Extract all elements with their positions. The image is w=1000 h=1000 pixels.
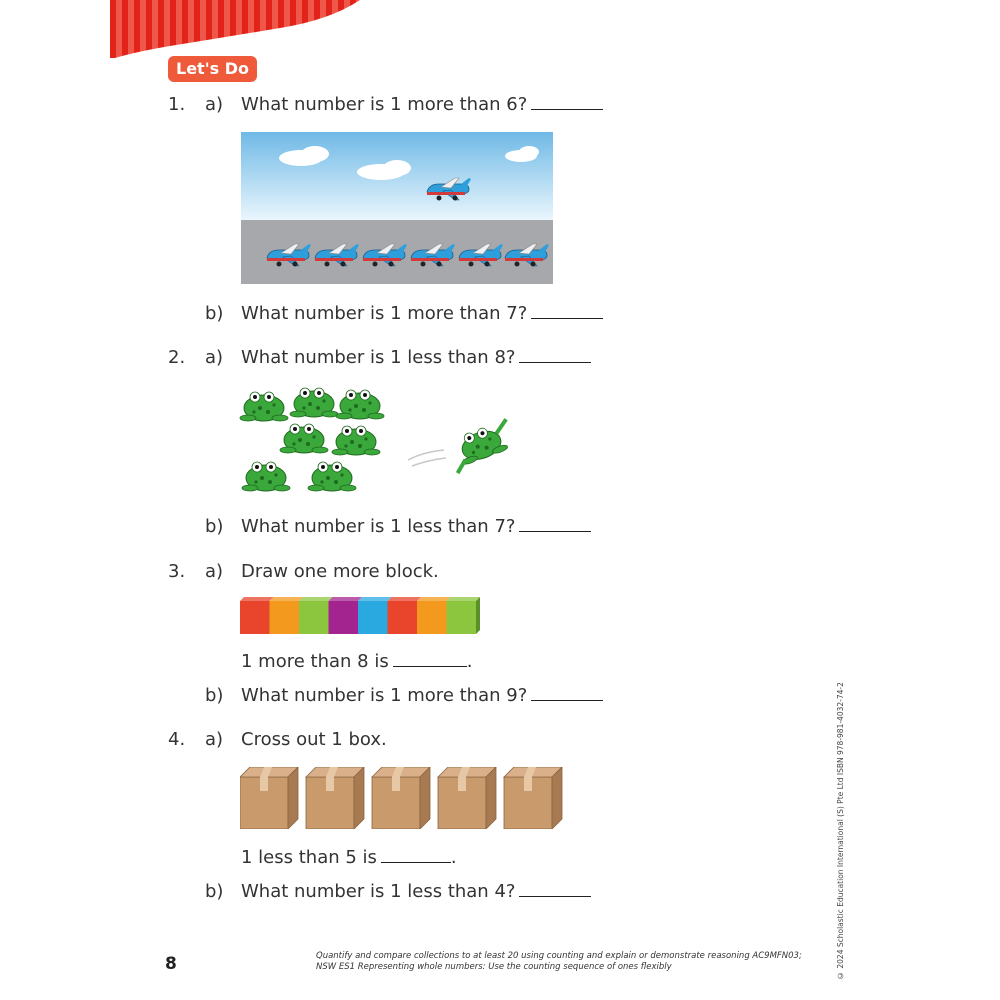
cardboard-box[interactable] bbox=[372, 767, 430, 829]
block bbox=[299, 601, 329, 634]
block bbox=[358, 601, 388, 634]
q3b-answer-blank[interactable] bbox=[531, 686, 603, 701]
block bbox=[447, 601, 477, 634]
q1a-label: a) bbox=[205, 94, 224, 115]
lets-do-badge: Let's Do bbox=[168, 56, 257, 82]
cardboard-box[interactable] bbox=[438, 767, 496, 829]
block-top bbox=[270, 597, 304, 601]
q4a-fill-sentence: 1 less than 5 is . bbox=[241, 847, 457, 868]
q1b-text: What number is 1 more than 7? bbox=[241, 303, 603, 324]
q2a-label: a) bbox=[205, 347, 224, 368]
q3b-label: b) bbox=[205, 685, 224, 706]
q3a-label: a) bbox=[205, 561, 224, 582]
block bbox=[240, 601, 270, 634]
block-top bbox=[329, 597, 363, 601]
cardboard-box[interactable] bbox=[240, 767, 298, 829]
q1a-answer-blank[interactable] bbox=[531, 95, 603, 110]
page-number: 8 bbox=[165, 954, 177, 974]
block-side bbox=[476, 597, 480, 634]
q4b-answer-blank[interactable] bbox=[519, 882, 591, 897]
q3a-text: Draw one more block. bbox=[241, 561, 439, 582]
block-top bbox=[417, 597, 451, 601]
block bbox=[417, 601, 447, 634]
q4a-text: Cross out 1 box. bbox=[241, 729, 387, 750]
q1a-text: What number is 1 more than 6? bbox=[241, 94, 603, 115]
q2b-text: What number is 1 less than 7? bbox=[241, 516, 591, 537]
cardboard-box[interactable] bbox=[504, 767, 562, 829]
question-4-number: 4. bbox=[168, 729, 186, 750]
block-top bbox=[240, 597, 274, 601]
q2b-label: b) bbox=[205, 516, 224, 537]
block-top bbox=[388, 597, 422, 601]
block-top bbox=[447, 597, 481, 601]
q3b-text: What number is 1 more than 9? bbox=[241, 685, 603, 706]
blocks-row bbox=[240, 597, 482, 635]
curriculum-footer bbox=[316, 951, 816, 973]
planes-illustration bbox=[241, 132, 553, 284]
frogs-illustration bbox=[238, 382, 520, 500]
cardboard-box[interactable] bbox=[306, 767, 364, 829]
q4b-label: b) bbox=[205, 881, 224, 902]
q2b-answer-blank[interactable] bbox=[519, 517, 591, 532]
block bbox=[270, 601, 300, 634]
q3a-fill-sentence: 1 more than 8 is . bbox=[241, 651, 473, 672]
block-top bbox=[299, 597, 333, 601]
block bbox=[329, 601, 359, 634]
boxes-row bbox=[240, 767, 570, 829]
q4a-label: a) bbox=[205, 729, 224, 750]
block-top bbox=[358, 597, 392, 601]
q1b-answer-blank[interactable] bbox=[531, 304, 603, 319]
question-1-number: 1. bbox=[168, 94, 186, 115]
q2a-answer-blank[interactable] bbox=[519, 348, 591, 363]
question-3-number: 3. bbox=[168, 561, 186, 582]
footer-line-2: NSW ES1 Representing whole numbers: Use the counting sequence of ones flexibly bbox=[316, 962, 672, 972]
block bbox=[388, 601, 418, 634]
q1b-label: b) bbox=[205, 303, 224, 324]
q4b-text: What number is 1 less than 4? bbox=[241, 881, 591, 902]
curtain-decoration bbox=[110, 0, 360, 60]
question-2-number: 2. bbox=[168, 347, 186, 368]
footer-line-1: Quantify and compare collections to at least 20 using counting and explain or demonstrate reasoning AC9MFN03; bbox=[316, 951, 802, 961]
copyright-side-text: © 2024 Scholastic Education International (S) Pte Ltd ISBN 978-981-4032-74-2 bbox=[836, 682, 845, 980]
q2a-text: What number is 1 less than 8? bbox=[241, 347, 591, 368]
q4a-answer-blank[interactable] bbox=[381, 848, 451, 863]
q3a-answer-blank[interactable] bbox=[393, 652, 467, 667]
